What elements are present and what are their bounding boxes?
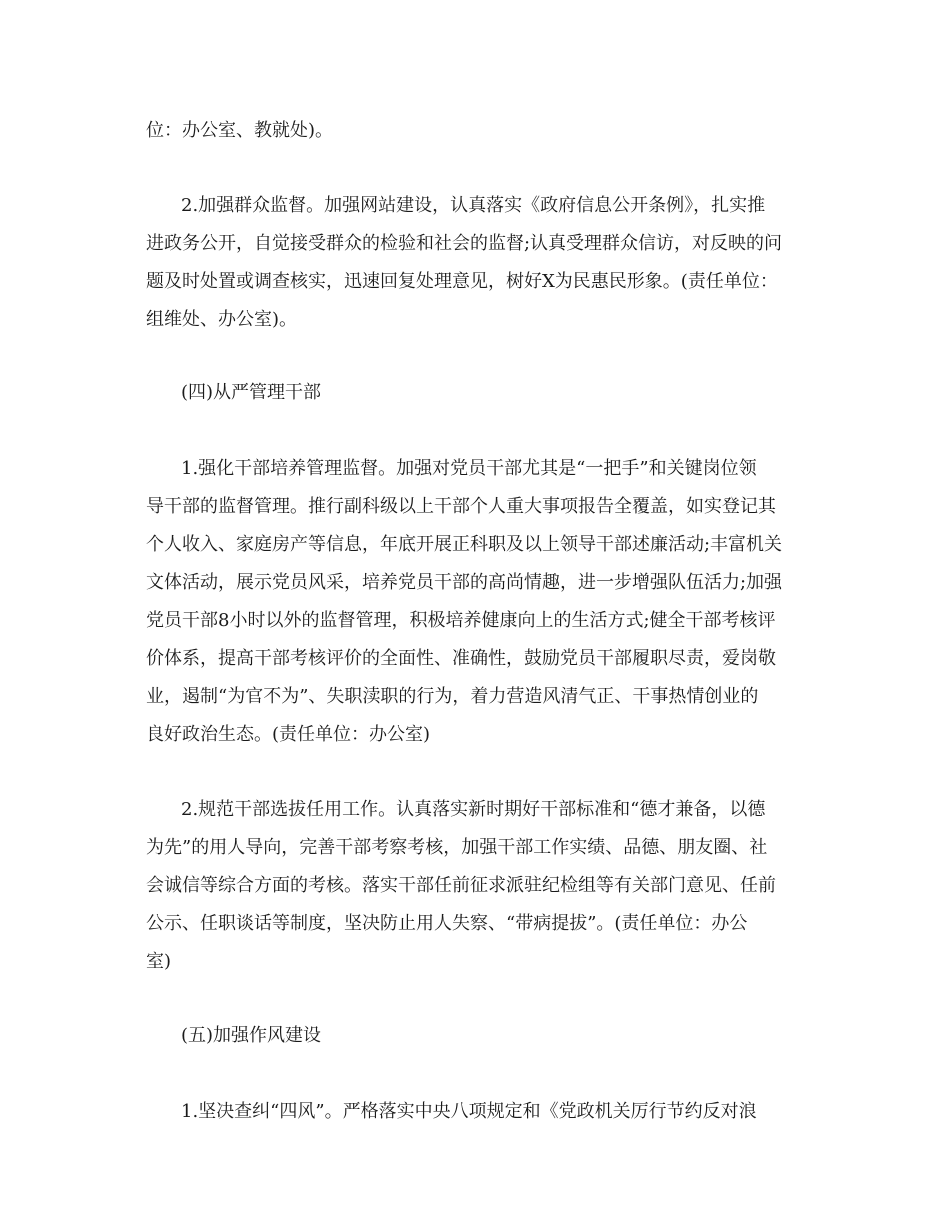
- text-line: 文体活动，展示党员风采，培养党员干部的高尚情趣，进一步增强队伍活力;加强: [146, 572, 783, 593]
- text-line: 良好政治生态。(责任单位：办公室): [146, 724, 431, 745]
- text-line: 组维处、办公室)。: [146, 309, 298, 330]
- text-line: 党员干部8小时以外的监督管理，积极培养健康向上的生活方式;健全干部考核评: [146, 610, 776, 631]
- text-line-continuation: 位：办公室、教就处)。: [146, 120, 334, 141]
- paragraph-first-line: 2.加强群众监督。加强网站建设，认真落实《政府信息公开条例》，扎实推: [181, 195, 766, 216]
- text-line: 公示、任职谈话等制度，坚决防止用人失察、“带病提拔”。(责任单位：办公: [146, 913, 748, 934]
- text-line: 价体系，提高干部考核评价的全面性、准确性，鼓励党员干部履职尽责，爱岗敬: [146, 648, 776, 669]
- text-line: 导干部的监督管理。推行副科级以上干部个人重大事项报告全覆盖，如实登记其: [146, 496, 776, 517]
- text-line: 会诚信等综合方面的考核。落实干部任前征求派驻纪检组等有关部门意见、任前: [146, 875, 776, 896]
- text-line: 室): [146, 951, 172, 972]
- text-line: 个人收入、家庭房产等信息，年底开展正科职及以上领导干部述廉活动;丰富机关: [146, 534, 783, 555]
- paragraph-first-line: 1.强化干部培养管理监督。加强对党员干部尤其是“一把手”和关键岗位领: [181, 458, 757, 479]
- section-heading: (四)从严管理干部: [181, 382, 322, 403]
- paragraph-first-line: 2.规范干部选拔任用工作。认真落实新时期好干部标准和“德才兼备，以德: [181, 799, 766, 820]
- paragraph-first-line: 1.坚决查纠“四风”。严格落实中央八项规定和《党政机关厉行节约反对浪: [181, 1101, 757, 1122]
- text-line: 题及时处置或调查核实，迅速回复处理意见，树好X为民惠民形象。(责任单位：: [146, 271, 778, 292]
- section-heading: (五)加强作风建设: [181, 1025, 322, 1046]
- text-line: 为先”的用人导向，完善干部考察考核，加强干部工作实绩、品德、朋友圈、社: [146, 837, 768, 858]
- text-line: 业，遏制“为官不为”、失职渎职的行为，着力营造风清气正、干事热情创业的: [146, 686, 759, 707]
- text-line: 进政务公开，自觉接受群众的检验和社会的监督;认真受理群众信访，对反映的问: [146, 233, 783, 254]
